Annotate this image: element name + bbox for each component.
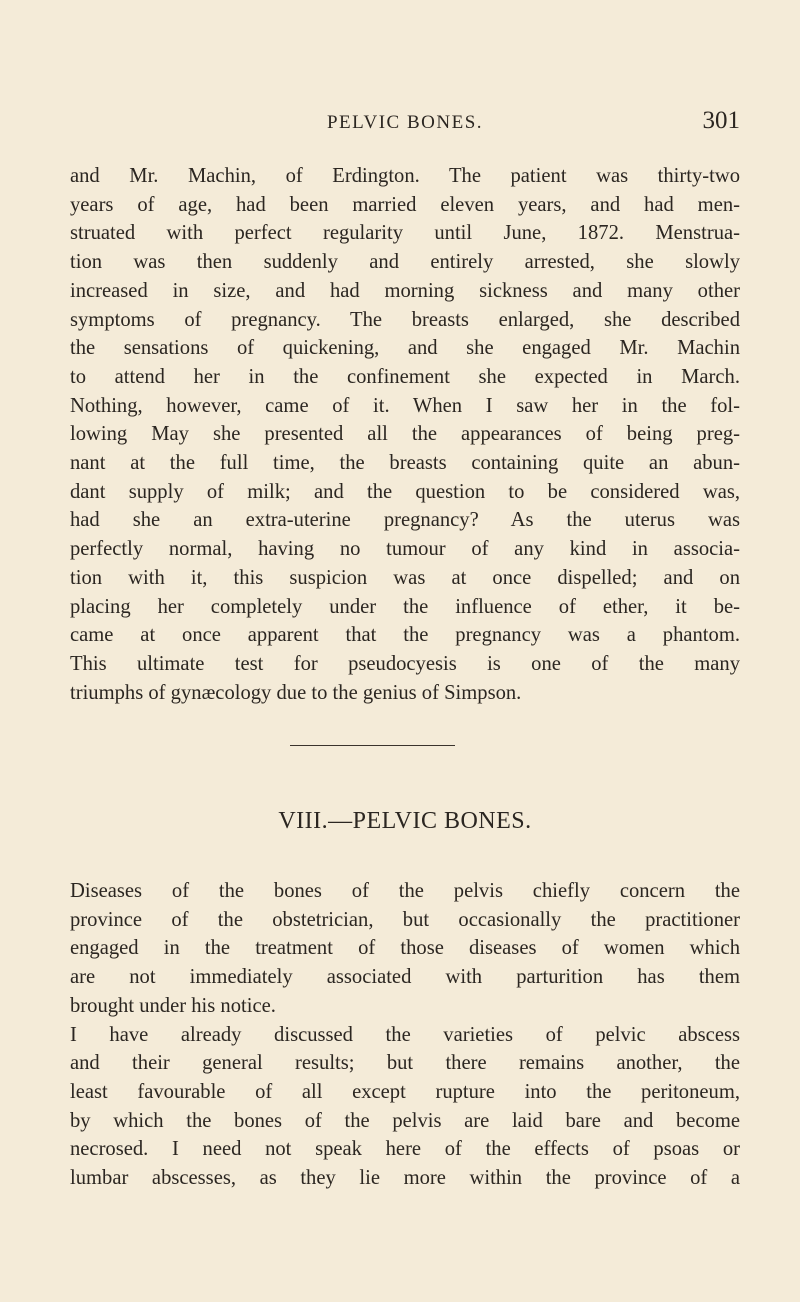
- text-line: placing her completely under the influence of ether, it be-: [70, 595, 740, 618]
- text-line: to attend her in the confinement she expected in March.: [70, 365, 740, 388]
- text-line: symptoms of pregnancy. The breasts enlarged, she described: [70, 308, 740, 331]
- running-head: [70, 107, 740, 137]
- text-line: brought under his notice.: [70, 994, 276, 1017]
- text-line: had she an extra-uterine pregnancy? As the uterus was: [70, 509, 740, 532]
- text-line: tion was then suddenly and entirely arrested, she slowly: [70, 251, 740, 274]
- running-title: PELVIC BONES.: [326, 112, 484, 133]
- paragraph-continuation: [70, 162, 740, 707]
- paragraph: [70, 1021, 740, 1193]
- section-body: [70, 877, 740, 1193]
- text-line: by which the bones of the pelvis are laid bare and become: [70, 1109, 740, 1132]
- text-line: perfectly normal, having no tumour of any kind in associa-: [70, 538, 740, 561]
- text-line: Diseases of the bones of the pelvis chiefly concern the: [70, 880, 740, 902]
- text-line: least favourable of all except rupture into the peritoneum,: [70, 1080, 740, 1103]
- text-line: years of age, had been married eleven years, and had men-: [70, 193, 740, 216]
- text-line: came at once apparent that the pregnancy was a phantom.: [70, 624, 740, 647]
- text-line: are not immediately associated with parturition has them: [70, 966, 740, 989]
- text-line: nant at the full time, the breasts containing quite an abun-: [70, 452, 740, 475]
- paragraph: [70, 877, 740, 1021]
- text-line: province of the obstetrician, but occasionally the practitioner: [70, 908, 740, 931]
- section-heading: VIII.—PELVIC BONES.: [278, 808, 532, 834]
- text-line: struated with perfect regularity until June, 1872. Menstrua-: [70, 222, 740, 245]
- text-line: This ultimate test for pseudocyesis is one of the many: [70, 652, 740, 675]
- text-line: engaged in the treatment of those diseases of women which: [70, 937, 740, 960]
- text-line: lowing May she presented all the appearances of being preg-: [70, 423, 740, 446]
- text-line: I have already discussed the varieties of pelvic abscess: [70, 1023, 740, 1046]
- section-divider-rule: [290, 745, 455, 746]
- text-line: Nothing, however, came of it. When I saw her in the fol-: [70, 394, 740, 417]
- text-line: and Mr. Machin, of Erdington. The patient was thirty-two: [70, 165, 740, 187]
- text-line: tion with it, this suspicion was at once dispelled; and on: [70, 566, 740, 589]
- text-line: the sensations of quickening, and she engaged Mr. Machin: [70, 337, 740, 360]
- text-line: triumphs of gynæcology due to the genius of Simpson.: [70, 681, 522, 704]
- text-line: increased in size, and had morning sickness and many other: [70, 279, 740, 302]
- text-line: dant supply of milk; and the question to be considered was,: [70, 480, 740, 503]
- page-number: 301: [702, 107, 740, 134]
- text-line: lumbar abscesses, as they lie more within the province of a: [70, 1167, 740, 1190]
- text-line: necrosed. I need not speak here of the effects of psoas or: [70, 1138, 740, 1161]
- text-line: and their general results; but there remains another, the: [70, 1052, 740, 1075]
